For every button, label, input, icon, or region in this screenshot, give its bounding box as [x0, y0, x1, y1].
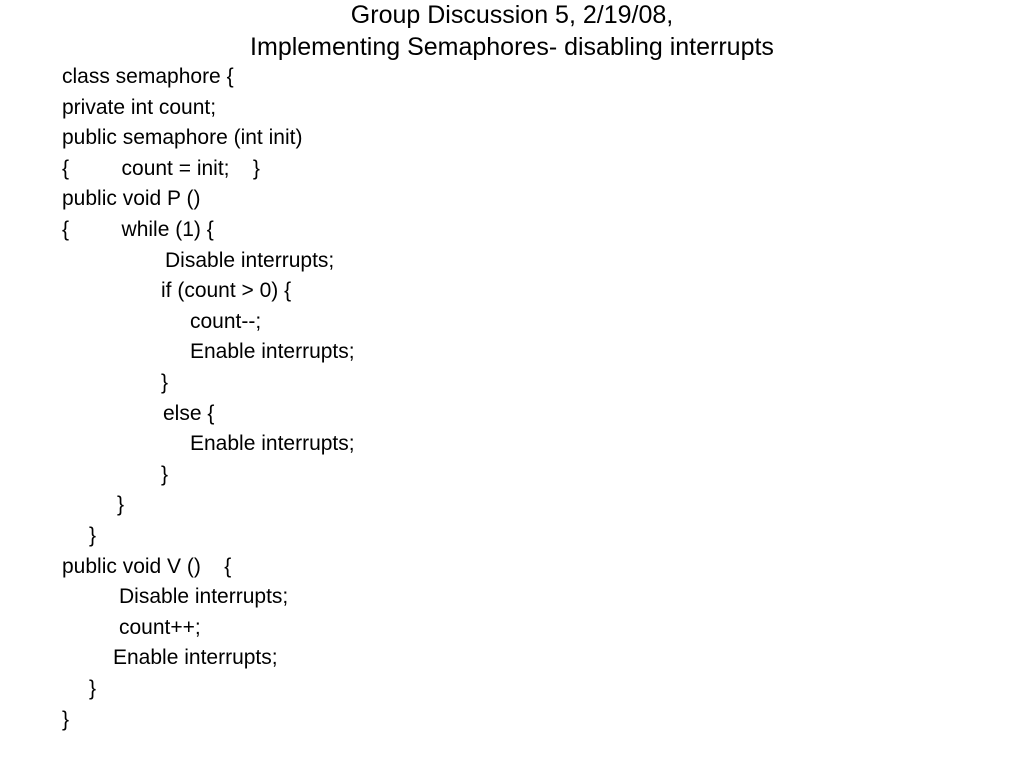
- slide-title-line-1: Group Discussion 5, 2/19/08,: [350, 1, 674, 29]
- code-line: }: [89, 677, 97, 700]
- code-line: count++;: [119, 615, 201, 639]
- code-line: public void P (): [62, 187, 201, 211]
- code-line: Disable interrupts;: [165, 248, 335, 272]
- slide-title-line-2: Implementing Semaphores- disabling interrupts: [250, 33, 774, 61]
- code-line: { while (1) {: [62, 218, 214, 241]
- code-line: else {: [163, 401, 215, 425]
- code-line: }: [161, 371, 169, 394]
- code-line: private int count;: [62, 95, 217, 119]
- code-line: }: [161, 462, 169, 486]
- code-line: Disable interrupts;: [119, 585, 289, 609]
- code-line: { count = init; }: [62, 156, 260, 180]
- code-line: }: [117, 493, 125, 517]
- code-line: public void V () {: [62, 554, 232, 578]
- code-line: Enable interrupts;: [190, 432, 355, 456]
- code-line: Enable interrupts;: [190, 340, 355, 364]
- code-line: Enable interrupts;: [113, 646, 278, 670]
- code-line: public semaphore (int init): [62, 126, 303, 150]
- code-line: class semaphore {: [62, 65, 234, 88]
- code-line: if (count > 0) {: [161, 279, 292, 303]
- code-line: count--;: [190, 309, 262, 333]
- code-line: }: [89, 524, 97, 547]
- code-line: }: [62, 707, 70, 731]
